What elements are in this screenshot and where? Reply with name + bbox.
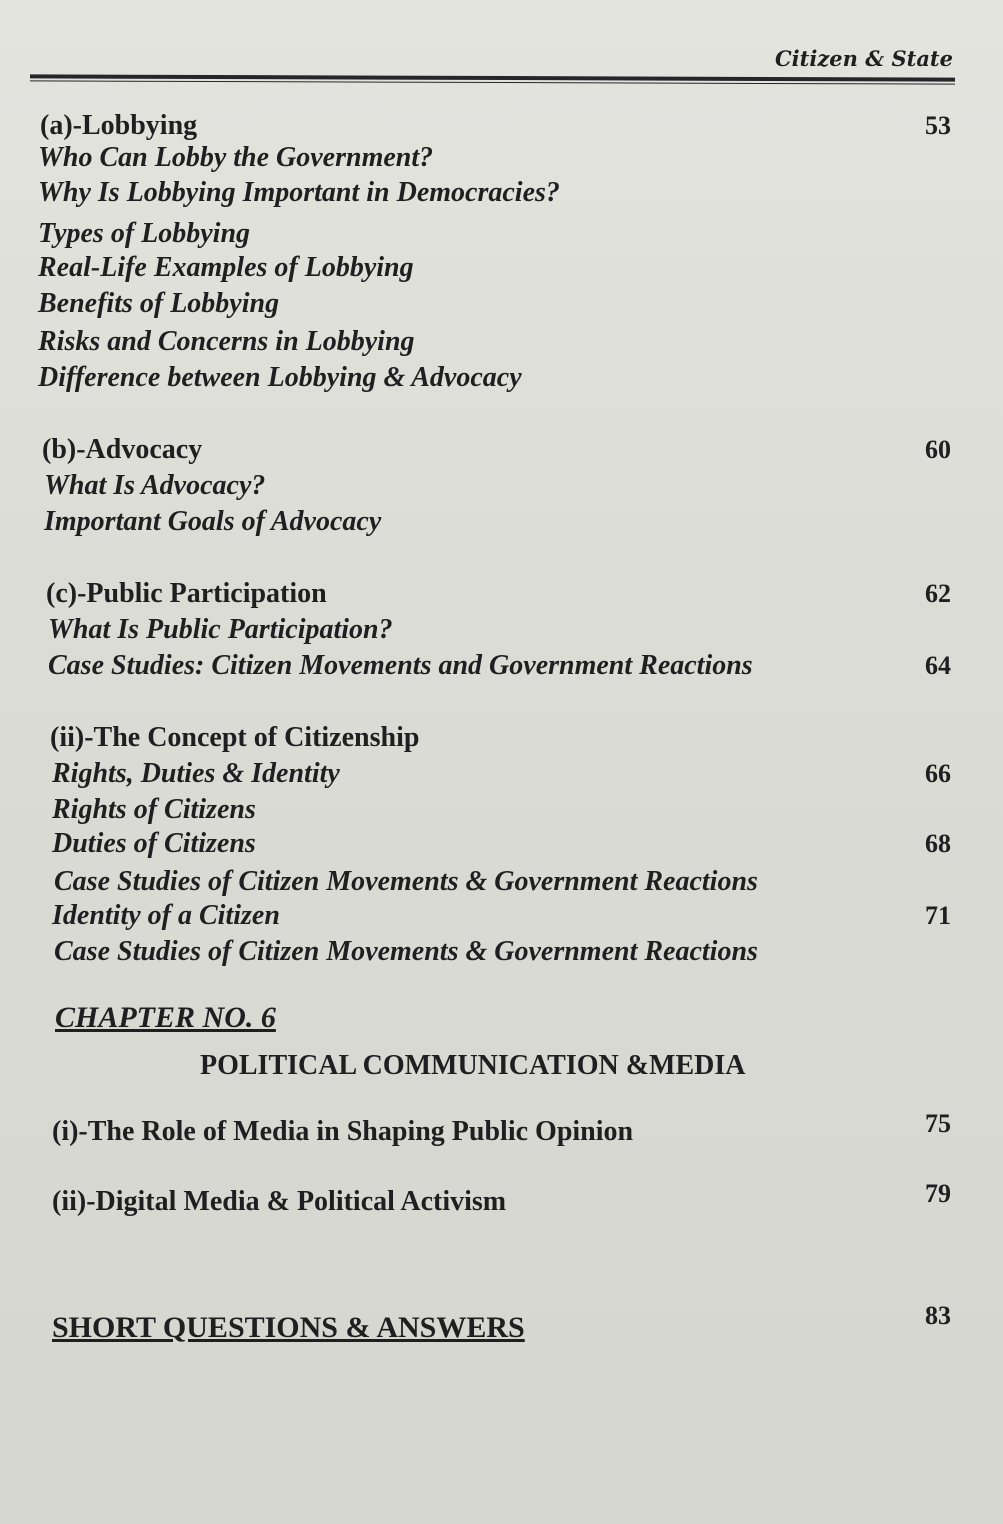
toc-entry [0, 324, 1003, 360]
toc-entry-title: (ii)-The Concept of Citizenship [50, 722, 420, 753]
toc-entry [0, 216, 1003, 252]
toc-entry [0, 720, 1003, 756]
toc-entry-title: (a)-Lobbying [40, 110, 198, 141]
chapter-entry [0, 1109, 1003, 1150]
toc-entry-title: Risks and Concerns in Lobbying [38, 326, 415, 357]
chapter-entry [0, 1179, 1003, 1220]
toc-entry-page: 62 [925, 579, 951, 608]
running-head: Citizen & State [774, 46, 953, 71]
header-rule [30, 74, 955, 84]
toc-entry [0, 468, 1003, 504]
toc-entry [0, 648, 1003, 684]
toc-entry [0, 108, 1003, 144]
short-questions-heading: SHORT QUESTIONS & ANSWERS [52, 1311, 525, 1344]
toc-entry-title: Rights, Duties & Identity [52, 758, 340, 789]
toc-entry [0, 898, 1003, 934]
toc-entry [0, 175, 1003, 211]
toc-entry [0, 250, 1003, 286]
toc-entry [0, 140, 1003, 176]
toc-entry [0, 934, 1003, 970]
toc-entry-title: Case Studies of Citizen Movements & Government Reactions [54, 936, 758, 967]
short-questions-page: 83 [925, 1301, 951, 1330]
chapter-title: POLITICAL COMMUNICATION &MEDIA [200, 1050, 746, 1081]
toc-entry-page: 66 [925, 759, 951, 788]
toc-entry-title: Identity of a Citizen [52, 900, 280, 931]
toc-entry [0, 286, 1003, 322]
chapter-entry-title: (ii)-Digital Media & Political Activism [52, 1186, 507, 1217]
toc-entry-title: (c)-Public Participation [46, 578, 327, 609]
toc-entry-title: (b)-Advocacy [42, 434, 203, 465]
toc-entry-page: 68 [925, 829, 951, 858]
toc-entry-title: Difference between Lobbying & Advocacy [38, 362, 522, 393]
toc-entry [0, 360, 1003, 396]
toc-entry-title: What Is Public Participation? [48, 614, 393, 645]
toc-entry [0, 864, 1003, 900]
toc-entry-title: Types of Lobbying [38, 218, 251, 249]
toc-entry-title: What Is Advocacy? [44, 470, 266, 501]
toc-entry-title: Important Goals of Advocacy [44, 506, 382, 537]
toc-entry-title: Benefits of Lobbying [38, 288, 280, 319]
toc-entry [0, 612, 1003, 648]
toc-entry-title: Case Studies of Citizen Movements & Government Reactions [54, 866, 758, 897]
toc-entry-title: Duties of Citizens [52, 828, 256, 859]
toc-entry-title: Why Is Lobbying Important in Democracies? [38, 177, 560, 208]
toc-entry-page: 53 [925, 111, 951, 140]
toc-entry [0, 792, 1003, 828]
chapter-entry-page: 79 [925, 1179, 951, 1208]
toc-entry [0, 826, 1003, 862]
toc-entry-title: Real-Life Examples of Lobbying [38, 252, 414, 283]
toc-entry [0, 504, 1003, 540]
toc-entry-title: Who Can Lobby the Government? [38, 142, 434, 173]
toc-entry [0, 432, 1003, 468]
toc-entry-page: 64 [925, 651, 951, 680]
toc-entry-title: Case Studies: Citizen Movements and Government Reactions [48, 650, 753, 681]
chapter-label: CHAPTER NO. 6 [55, 1001, 276, 1034]
toc-entry-page: 71 [925, 901, 951, 930]
toc-entry [0, 756, 1003, 792]
chapter-entry-page: 75 [925, 1109, 951, 1138]
toc-entry [0, 576, 1003, 612]
chapter-entry-title: (i)-The Role of Media in Shaping Public Opinion [52, 1116, 634, 1147]
toc-entry-title: Rights of Citizens [52, 794, 256, 825]
toc-entry-page: 60 [925, 435, 951, 464]
